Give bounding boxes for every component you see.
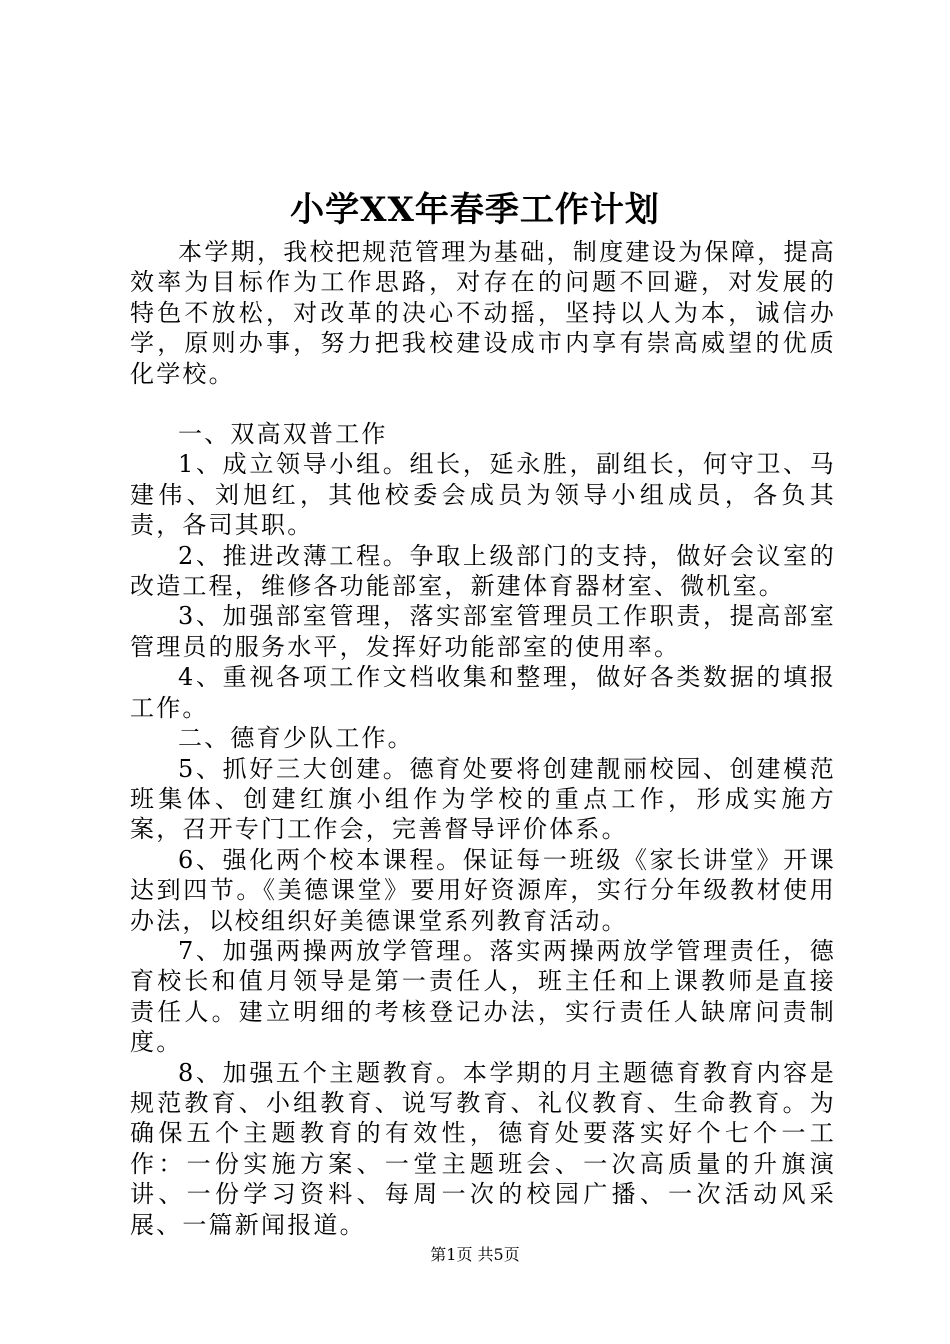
list-item: 2、推进改薄工程。争取上级部门的支持，做好会议室的改造工程，维修各功能部室，新建体育器材室、微机室。	[130, 541, 836, 601]
list-item: 5、抓好三大创建。德育处要将创建靓丽校园、创建模范班集体、创建红旗小组作为学校的重点工作，形成实施方案，召开专门工作会，完善督导评价体系。	[130, 754, 836, 844]
section-heading-2: 二、德育少队工作。	[178, 724, 414, 753]
list-item: 8、加强五个主题教育。本学期的月主题德育教育内容是规范教育、小组教育、说写教育、礼仪教育、生命教育。为确保五个主题教育的有效性，德育处要落实好个七个一工作：一份实施方案、一堂主题班会、一次高质量的升旗演讲、一份学习资料、每周一次的校园广播、一次活动风采展、一篇新闻报道。	[130, 1058, 836, 1239]
section-heading-1: 一、双高双普工作	[178, 420, 388, 449]
list-item: 3、加强部室管理，落实部室管理员工作职责，提高部室管理员的服务水平，发挥好功能部室的使用率。	[130, 602, 836, 661]
list-item: 6、强化两个校本课程。保证每一班级《家长讲堂》开课达到四节。《美德课堂》要用好资源库，实行分年级教材使用办法，以校组织好美德课堂系列教育活动。	[130, 845, 836, 935]
list-item: 4、重视各项工作文档收集和整理，做好各类数据的填报工作。	[130, 663, 836, 722]
document-body	[130, 237, 836, 1240]
list-item: 1、成立领导小组。组长，延永胜，副组长，何守卫、马建伟、刘旭红，其他校委会成员为领导小组成员，各负其责，各司其职。	[130, 450, 836, 540]
page-footer	[0, 1244, 950, 1266]
page-indicator: 第1页 共5页	[430, 1245, 520, 1264]
list-item: 7、加强两操两放学管理。落实两操两放学管理责任，德育校长和值月领导是第一责任人，班主任和上课教师是直接责任人。建立明细的考核登记办法，实行责任人缺席问责制度。	[130, 936, 836, 1057]
intro-paragraph: 本学期，我校把规范管理为基础，制度建设为保障，提高效率为目标作为工作思路，对存在的问题不回避，对发展的特色不放松，对改革的决心不动摇，坚持以人为本，诚信办学，原则办事，努力把我校建设成市内享有崇高威望的优质化学校。	[130, 238, 836, 388]
document-title: 小学XX年春季工作计划	[290, 190, 660, 230]
